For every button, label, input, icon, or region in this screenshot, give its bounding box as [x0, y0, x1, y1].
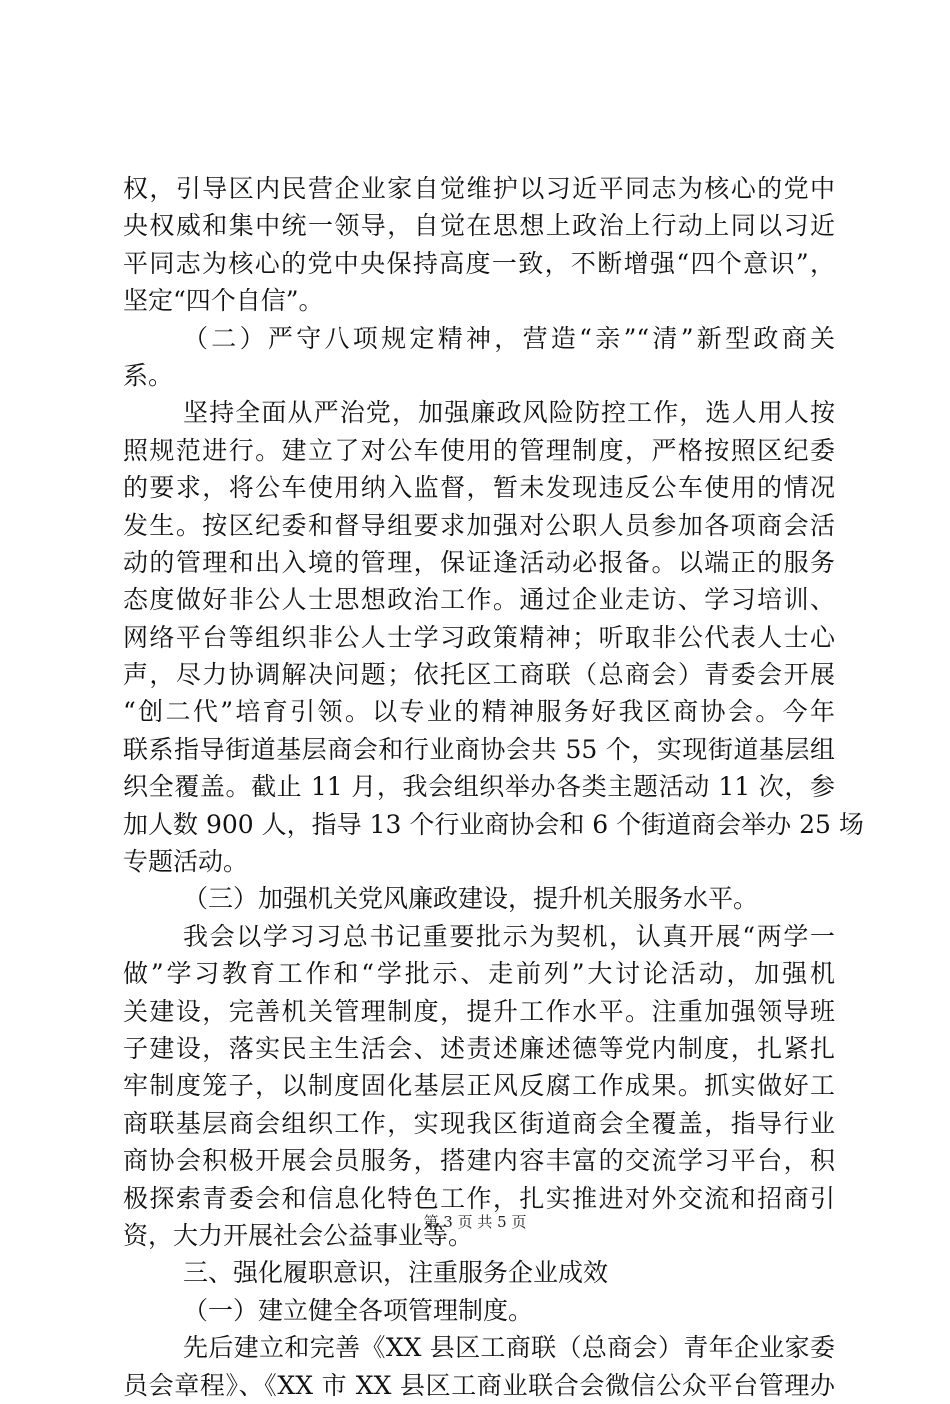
paragraph-line: 动的管理和出入境的管理，保证逢活动必报备。以端正的服务 [123, 547, 835, 577]
paragraph-line: 员会章程》、《XX 市 XX 县区工商业联合会微信公众平台管理办 [123, 1370, 835, 1400]
paragraph-line: 平同志为核心的党中央保持高度一致，不断增强“四个意识”， [123, 248, 835, 278]
paragraph-line: （二）严守八项规定精神，营造“亲”“清”新型政商关 [183, 323, 835, 353]
paragraph-line: 商联基层商会组织工作，实现我区街道商会全覆盖，指导行业 [123, 1108, 835, 1138]
paragraph-line: （三）加强机关党风廉政建设，提升机关服务水平。 [183, 884, 759, 914]
paragraph-line: 关建设，完善机关管理制度，提升工作水平。注重加强领导班 [123, 996, 835, 1026]
paragraph-line: 的要求，将公车使用纳入监督，暂未发现违反公车使用的情况 [123, 473, 835, 503]
paragraph-line: 子建设，落实民主生活会、述责述廉述德等党内制度，扎紧扎 [123, 1033, 835, 1063]
paragraph-line: 发生。按区纪委和督导组要求加强对公职人员参加各项商会活 [123, 510, 835, 540]
paragraph-line: 极探索青委会和信息化特色工作，扎实推进对外交流和招商引 [123, 1183, 835, 1213]
paragraph-line: （一）建立健全各项管理制度。 [183, 1295, 534, 1325]
paragraph-line: “创二代”培育引领。以专业的精神服务好我区商协会。今年 [123, 697, 835, 727]
paragraph-line: 声，尽力协调解决问题；依托区工商联（总商会）青委会开展 [123, 660, 835, 690]
paragraph-line: 联系指导街道基层商会和行业商协会共 55 个，实现街道基层组 [123, 734, 835, 764]
paragraph-line: 态度做好非公人士思想政治工作。通过企业走访、学习培训、 [123, 585, 835, 615]
paragraph-line: 商协会积极开展会员服务，搭建内容丰富的交流学习平台，积 [123, 1146, 835, 1176]
paragraph-line: 系。 [123, 360, 174, 390]
paragraph-line: 坚定“四个自信”。 [123, 286, 324, 316]
paragraph-line: 专题活动。 [123, 847, 249, 877]
paragraph-line: 权，引导区内民营企业家自觉维护以习近平同志为核心的党中 [123, 174, 835, 203]
page-footer: 第 3 页 共 5 页 [423, 1213, 527, 1231]
paragraph-line: 织全覆盖。截止 11 月，我会组织举办各类主题活动 11 次，参 [123, 772, 835, 802]
paragraph-line: 照规范进行。建立了对公车使用的管理制度，严格按照区纪委 [123, 435, 835, 465]
paragraph-line: 网络平台等组织非公人士学习政策精神；听取非公代表人士心 [123, 622, 835, 652]
paragraph-line: 坚持全面从严治党，加强廉政风险防控工作，选人用人按 [183, 398, 835, 428]
paragraph-line: 三、强化履职意识，注重服务企业成效 [183, 1258, 609, 1288]
paragraph-line: 加人数 900 人，指导 13 个行业商协会和 6 个街道商会举办 25 场 [123, 809, 864, 839]
paragraph-line: 我会以学习习总书记重要批示为契机，认真开展“两学一 [183, 921, 835, 951]
paragraph-line: 做”学习教育工作和“学批示、走前列”大讨论活动，加强机 [123, 959, 835, 989]
paragraph-line: 先后建立和完善《XX 县区工商联（总商会）青年企业家委 [183, 1333, 835, 1363]
paragraph-line: 资，大力开展社会公益事业等。 [123, 1220, 474, 1250]
paragraph-line: 牢制度笼子，以制度固化基层正风反腐工作成果。抓实做好工 [123, 1071, 835, 1101]
paragraph-line: 央权威和集中统一领导，自觉在思想上政治上行动上同以习近 [123, 211, 835, 241]
